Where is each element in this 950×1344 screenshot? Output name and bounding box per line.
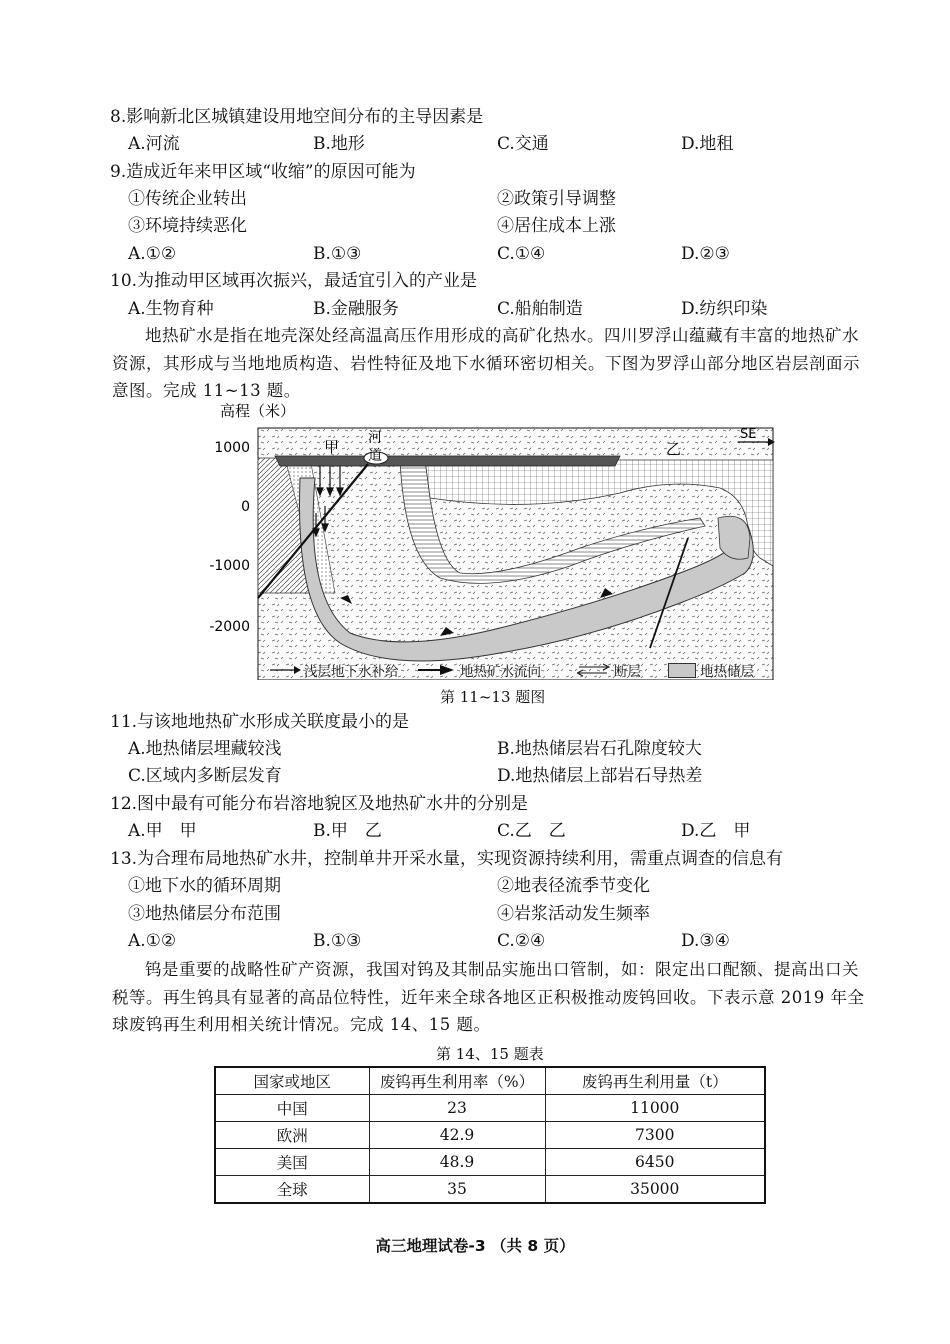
y-tick-minus-2000: -2000	[209, 619, 250, 635]
q13-option-d[interactable]: D.③④	[681, 931, 730, 951]
passage-geothermal: 地热矿水是指在地壳深处经高温高压作用形成的高矿化热水。四川罗浮山蕴藏有丰富的地热矿水资源，其形成与当地地质构造、岩性特征及地下水循环密切相关。下图为罗浮山部分地区岩层剖面示意图。完成 11~13 题。	[112, 326, 860, 400]
q11-stem: 11.与该地地热矿水形成关联度最小的是	[110, 712, 410, 732]
cell-region: 美国	[215, 1149, 369, 1176]
table-header-row	[215, 1067, 765, 1095]
legend-flow: 地热矿水流向	[460, 664, 541, 680]
cell-amount: 7300	[545, 1122, 765, 1149]
cell-region: 中国	[215, 1095, 369, 1122]
q13-item-4: ④岩浆活动发生频率	[497, 904, 650, 924]
cell-region: 全球	[215, 1176, 369, 1204]
label-river-2: 道	[368, 448, 382, 464]
label-river-1: 河	[368, 430, 382, 446]
tungsten-table	[214, 1066, 766, 1204]
passage-tungsten: 钨是重要的战略性矿产资源，我国对钨及其制品实施出口管制，如：限定出口配额、提高出口关税等。再生钨具有显著的高品位特性，近年来全球各地区正积极推动废钨回收。下表示意 2019 年全球废钨再生利用相关统计情况。完成 14、15 题。	[112, 960, 865, 1034]
q9-item-1: ①传统企业转出	[128, 189, 247, 209]
page-footer: 高三地理试卷-3 （共 8 页）	[375, 1237, 575, 1255]
q12-option-a[interactable]: A.甲 甲	[128, 821, 197, 841]
q13-item-3: ③地热储层分布范围	[128, 904, 281, 924]
q13-item-2: ②地表径流季节变化	[497, 876, 650, 896]
q11-option-b[interactable]: B.地热储层岩石孔隙度较大	[497, 739, 702, 759]
q8-option-d[interactable]: D.地租	[681, 134, 734, 154]
cell-rate: 48.9	[369, 1149, 545, 1176]
q9-item-3: ③环境持续恶化	[128, 216, 247, 236]
q8-option-a[interactable]: A.河流	[128, 134, 180, 154]
header-region: 国家或地区	[215, 1067, 369, 1095]
table-row	[215, 1095, 765, 1122]
header-amount: 废钨再生利用量（t）	[545, 1067, 765, 1095]
q9-item-4: ④居住成本上涨	[497, 216, 616, 236]
cell-region: 欧洲	[215, 1122, 369, 1149]
table-row	[215, 1149, 765, 1176]
q11-option-a[interactable]: A.地热储层埋藏较浅	[128, 739, 282, 759]
cell-amount: 6450	[545, 1149, 765, 1176]
flow-arrow-icon	[418, 664, 456, 676]
q12-option-c[interactable]: C.乙 乙	[497, 821, 566, 841]
legend-recharge: 浅层地下水补给	[304, 664, 399, 680]
cell-amount: 11000	[545, 1095, 765, 1122]
q9-option-b[interactable]: B.①③	[313, 244, 362, 264]
y-tick-0: 0	[241, 499, 250, 515]
q11-option-c[interactable]: C.区域内多断层发育	[128, 766, 282, 786]
reservoir-swatch-icon	[668, 663, 696, 678]
q9-option-d[interactable]: D.②③	[681, 244, 730, 264]
q8-option-c[interactable]: C.交通	[497, 134, 549, 154]
q10-option-b[interactable]: B.金融服务	[313, 299, 399, 319]
rock-section-figure	[200, 398, 780, 680]
header-rate: 废钨再生利用率（%）	[369, 1067, 545, 1095]
y-tick-minus-1000: -1000	[209, 558, 250, 574]
q13-option-a[interactable]: A.①②	[128, 931, 177, 951]
figure-caption: 第 11~13 题图	[440, 688, 546, 706]
cell-amount: 35000	[545, 1176, 765, 1204]
q9-option-a[interactable]: A.①②	[128, 244, 177, 264]
q10-option-d[interactable]: D.纺织印染	[681, 299, 768, 319]
legend-fault: 断层	[614, 664, 641, 680]
figure-legend	[270, 660, 790, 682]
q10-stem: 10.为推动甲区域再次振兴，最适宜引入的产业是	[110, 271, 478, 291]
q9-option-c[interactable]: C.①④	[497, 244, 546, 264]
q12-stem: 12.图中最有可能分布岩溶地貌区及地热矿水井的分别是	[110, 794, 529, 814]
legend-reservoir: 地热储层	[700, 664, 754, 680]
y-axis-title: 高程（米）	[220, 402, 296, 420]
q9-item-2: ②政策引导调整	[497, 189, 616, 209]
q11-option-d[interactable]: D.地热储层上部岩石导热差	[497, 766, 703, 786]
q8-stem: 8.影响新北区城镇建设用地空间分布的主导因素是	[110, 107, 484, 127]
q12-option-d[interactable]: D.乙 甲	[681, 821, 751, 841]
table-caption: 第 14、15 题表	[436, 1045, 544, 1063]
q13-stem: 13.为合理布局地热矿水井，控制单井开采水量，实现资源持续利用，需重点调查的信息有	[110, 849, 784, 869]
direction-label: SE	[740, 427, 757, 442]
label-jia: 甲	[324, 438, 340, 456]
q13-option-c[interactable]: C.②④	[497, 931, 546, 951]
q8-option-b[interactable]: B.地形	[313, 134, 365, 154]
q9-stem: 9.造成近年来甲区域“收缩”的原因可能为	[110, 162, 416, 182]
q12-option-b[interactable]: B.甲 乙	[313, 821, 382, 841]
cell-rate: 35	[369, 1176, 545, 1204]
recharge-arrow-icon	[270, 664, 302, 676]
y-tick-1000: 1000	[214, 440, 250, 456]
q13-item-1: ①地下水的循环周期	[128, 876, 281, 896]
table-row	[215, 1176, 765, 1204]
cell-rate: 23	[369, 1095, 545, 1122]
table-row	[215, 1122, 765, 1149]
section-plot	[258, 428, 773, 680]
label-yi: 乙	[666, 440, 682, 458]
cell-rate: 42.9	[369, 1122, 545, 1149]
q13-option-b[interactable]: B.①③	[313, 931, 362, 951]
q10-option-c[interactable]: C.船舶制造	[497, 299, 583, 319]
fault-icon	[577, 662, 611, 678]
q10-option-a[interactable]: A.生物育种	[128, 299, 214, 319]
